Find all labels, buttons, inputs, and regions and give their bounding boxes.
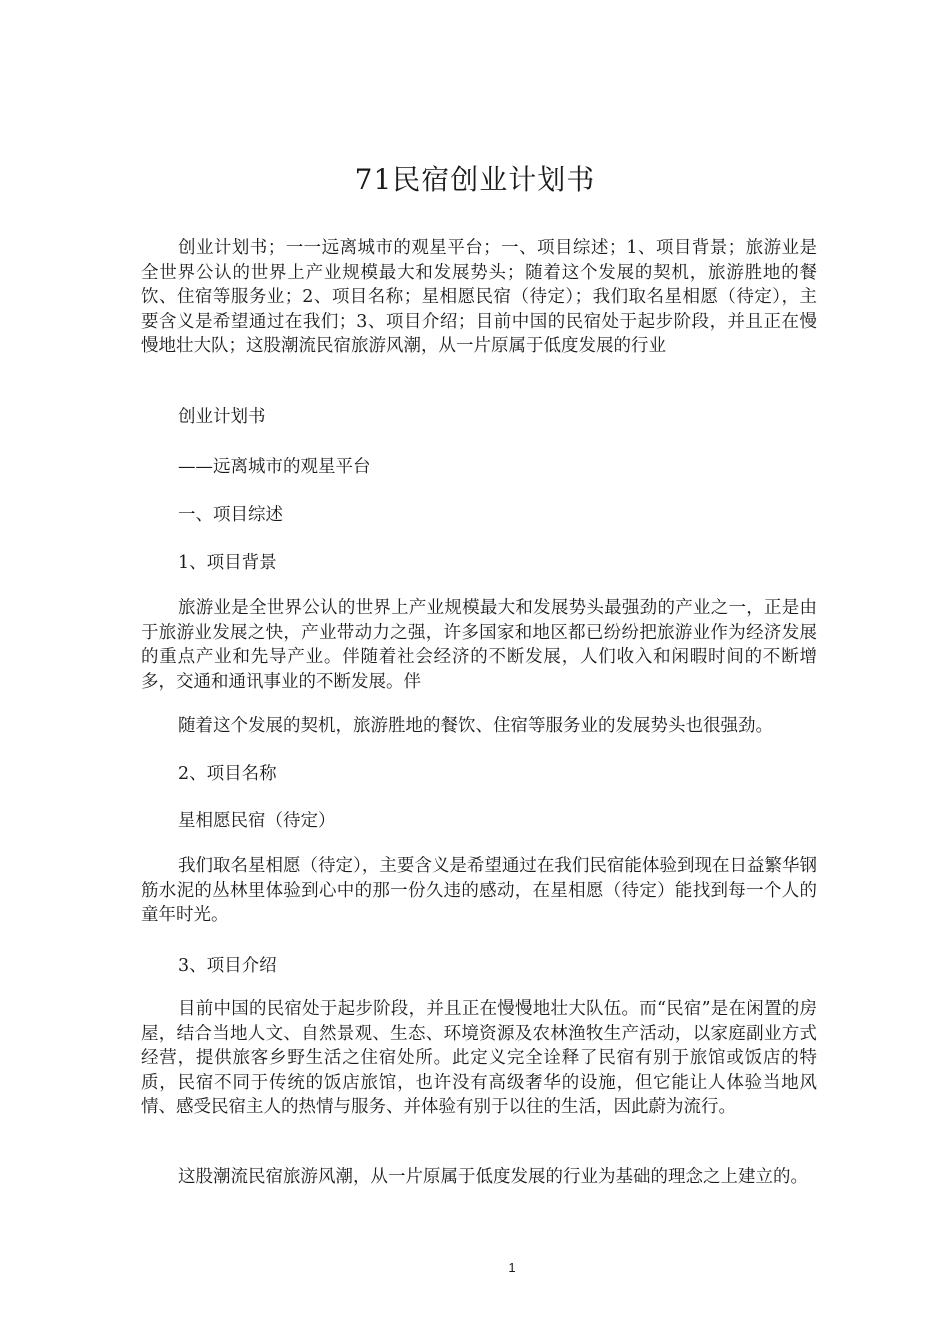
section-overview: 一、项目综述 — [178, 505, 283, 525]
subtitle: ——远离城市的观星平台 — [178, 457, 371, 477]
section-name: 2、项目名称 — [178, 764, 277, 784]
section-background: 1、项目背景 — [178, 553, 277, 573]
paragraph-background-1: 旅游业是全世界公认的世界上产业规模最大和发展势头最强劲的产业之一，正是由于旅游业发展之快，产业带动力之强，许多国家和地区都已纷纷把旅游业作为经济发展的重点产业和先导产业。伴随着社会经济的不断发展，人们收入和闲暇时间的不断增多，交通和通讯事业的不断发展。伴 — [141, 598, 817, 692]
summary-paragraph: 创业计划书；一一远离城市的观星平台；一、项目综述；1、项目背景；旅游业是全世界公认的世界上产业规模最大和发展势头；随着这个发展的契机，旅游胜地的餐饮、住宿等服务业；2、项目名称；星相愿民宿（待定）；我们取名星相愿（待定），主要含义是希望通过在我们；3、项目介绍；目前中国的民宿处于起步阶段，并且正在慢慢地壮大队；这股潮流民宿旅游风潮，从一片原属于低度发展的行业 — [141, 238, 817, 356]
heading-plan: 创业计划书 — [178, 407, 266, 427]
document-title: 71民宿创业计划书 — [354, 163, 596, 196]
paragraph-background-2: 随着这个发展的契机，旅游胜地的餐饮、住宿等服务业的发展势头也很强劲。 — [178, 716, 773, 736]
paragraph-name: 我们取名星相愿（待定），主要含义是希望通过在我们民宿能体验到现在日益繁华钢筋水泥的丛林里体验到心中的那一份久违的感动，在星相愿（待定）能找到每一个人的童年时光。 — [141, 856, 817, 925]
project-name-value: 星相愿民宿（待定） — [178, 811, 336, 831]
page-number: 1 — [508, 1260, 516, 1275]
paragraph-intro-2: 这股潮流民宿旅游风潮，从一片原属于低度发展的行业为基础的理念之上建立的。 — [178, 1167, 808, 1187]
section-intro: 3、项目介绍 — [178, 956, 277, 976]
paragraph-intro-1: 目前中国的民宿处于起步阶段，并且正在慢慢地壮大队伍。而“民宿”是在闲置的房屋，结合当地人文、自然景观、生态、环境资源及农林渔牧生产活动，以家庭副业方式经营，提供旅客乡野生活之住宿处所。此定义完全诠释了民宿有别于旅馆或饭店的特质，民宿不同于传统的饭店旅馆，也许没有高级奢华的设施，但它能让人体验当地风情、感受民宿主人的热情与服务、并体验有别于以往的生活，因此蔚为流行。 — [141, 999, 817, 1117]
